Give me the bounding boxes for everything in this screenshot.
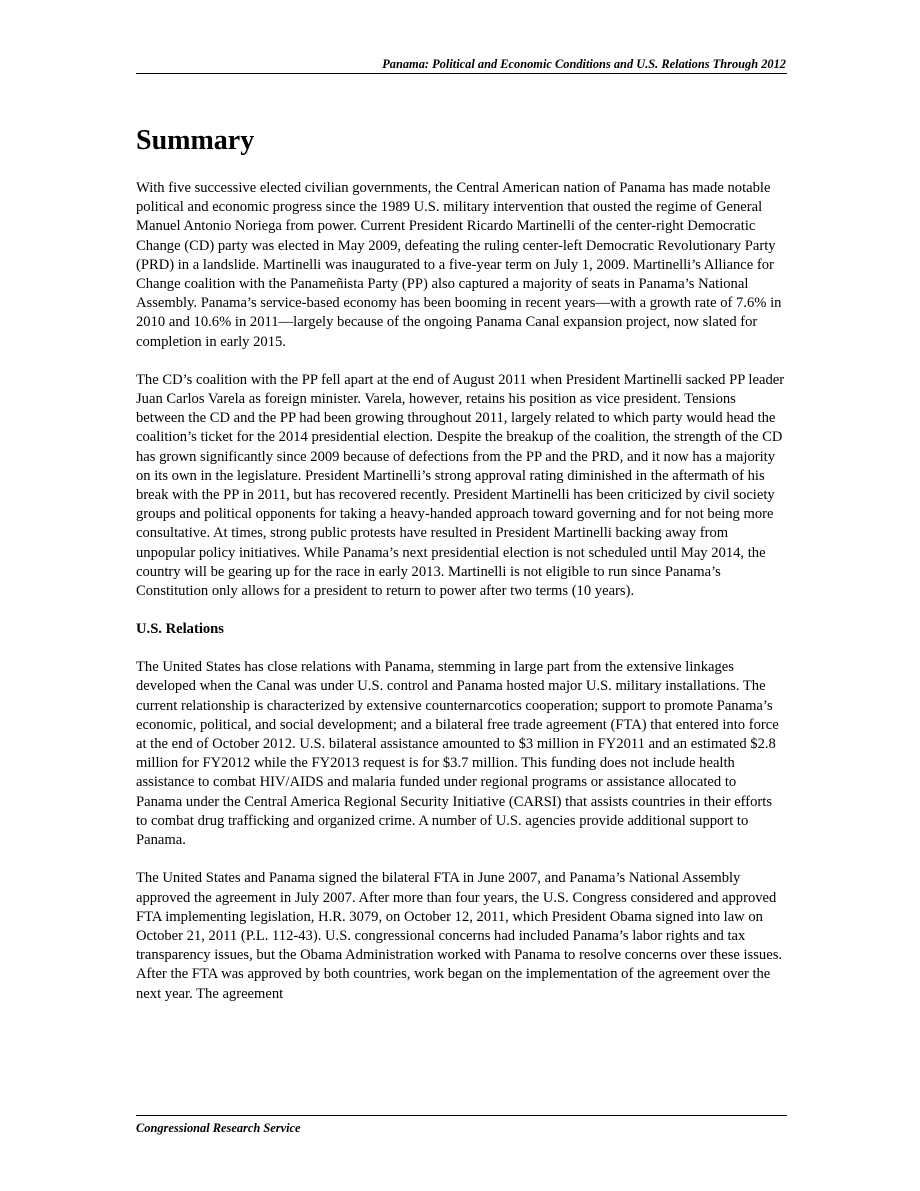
header-divider — [136, 73, 787, 74]
us-relations-heading: U.S. Relations — [136, 621, 224, 638]
us-relations-paragraph-2: The United States and Panama signed the bilateral FTA in June 2007, and Panama’s National Assembly approved the agreement in July 2007. After more than four years, the U.S. Congress considered and approved FTA implementing legislation, H.R. 3079, on October 12, 2011, which President Obama signed into law on October 21, 2011 (P.L. 112-43). U.S. congressional concerns had included Panama’s labor rights and tax transparency issues, but the Obama Administration worked with Panama to resolve concerns over these issues. After the FTA was approved by both countries, work began on the implementation of the agreement over the next year. The agreement — [136, 870, 783, 1002]
footer-organization: Congressional Research Service — [136, 1121, 301, 1135]
summary-paragraph-1: With five successive elected civilian governments, the Central American nation of Panama has made notable political and economic progress since the 1989 U.S. military intervention that ousted the regime of General Manuel Antonio Noriega from power. Current President Ricardo Martinelli of the center-right Democratic Change (CD) party was elected in May 2009, defeating the ruling center-left Democratic Revolutionary Party (PRD) in a landslide. Martinelli was inaugurated to a five-year term on July 1, 2009. Martinelli’s Alliance for Change coalition with the Panameñista Party (PP) also captured a majority of seats in Panama’s National Assembly. Panama’s service-based economy has been booming in recent years—with a growth rate of 7.6% in 2010 and 10.6% in 2011—largely because of the ongoing Panama Canal expansion project, now slated for completion in early 2015. — [136, 180, 782, 350]
running-header: Panama: Political and Economic Conditions and U.S. Relations Through 2012 — [382, 57, 786, 71]
us-relations-paragraph-1: The United States has close relations with Panama, stemming in large part from the extensive linkages developed when the Canal was under U.S. control and Panama hosted major U.S. military installations. The current relationship is characterized by extensive counternarcotics cooperation; support to promote Panama’s economic, political, and social development; and a bilateral free trade agreement (FTA) that entered into force at the end of October 2012. U.S. bilateral assistance amounted to $3 million in FY2011 and an estimated $2.8 million for FY2012 while the FY2013 request is for $3.7 million. This funding does not include health assistance to combat HIV/AIDS and malaria funded under regional programs or assistance allocated to Panama under the Central America Regional Security Initiative (CARSI) that assists countries in their efforts to combat drug trafficking and organized crime. A number of U.S. agencies provide additional support to Panama. — [136, 659, 779, 849]
summary-heading: Summary — [136, 125, 255, 156]
page-content — [136, 124, 786, 1004]
footer-divider — [136, 1115, 787, 1116]
summary-paragraph-2: The CD’s coalition with the PP fell apart at the end of August 2011 when President Martinelli sacked PP leader Juan Carlos Varela as foreign minister. Varela, however, retains his position as vice president. Tensions between the CD and the PP had been growing throughout 2011, largely related to which party would head the coalition’s ticket for the 2014 presidential election. Despite the breakup of the coalition, the strength of the CD has grown significantly since 2009 because of defections from the PP and the PRD, and it now has a majority on its own in the legislature. President Martinelli’s strong approval rating diminished in the aftermath of his break with the PP in 2011, but has recovered recently. President Martinelli has been criticized by civil society groups and political opponents for taking a heavy-handed approach toward governing and for not being more consultative. At times, strong public protests have resulted in President Martinelli backing away from unpopular policy initiatives. While Panama’s next presidential election is not scheduled until May 2014, the country will be gearing up for the race in early 2013. Martinelli is not eligible to run since Panama’s Constitution only allows for a president to return to power after two terms (10 years). — [136, 371, 785, 600]
